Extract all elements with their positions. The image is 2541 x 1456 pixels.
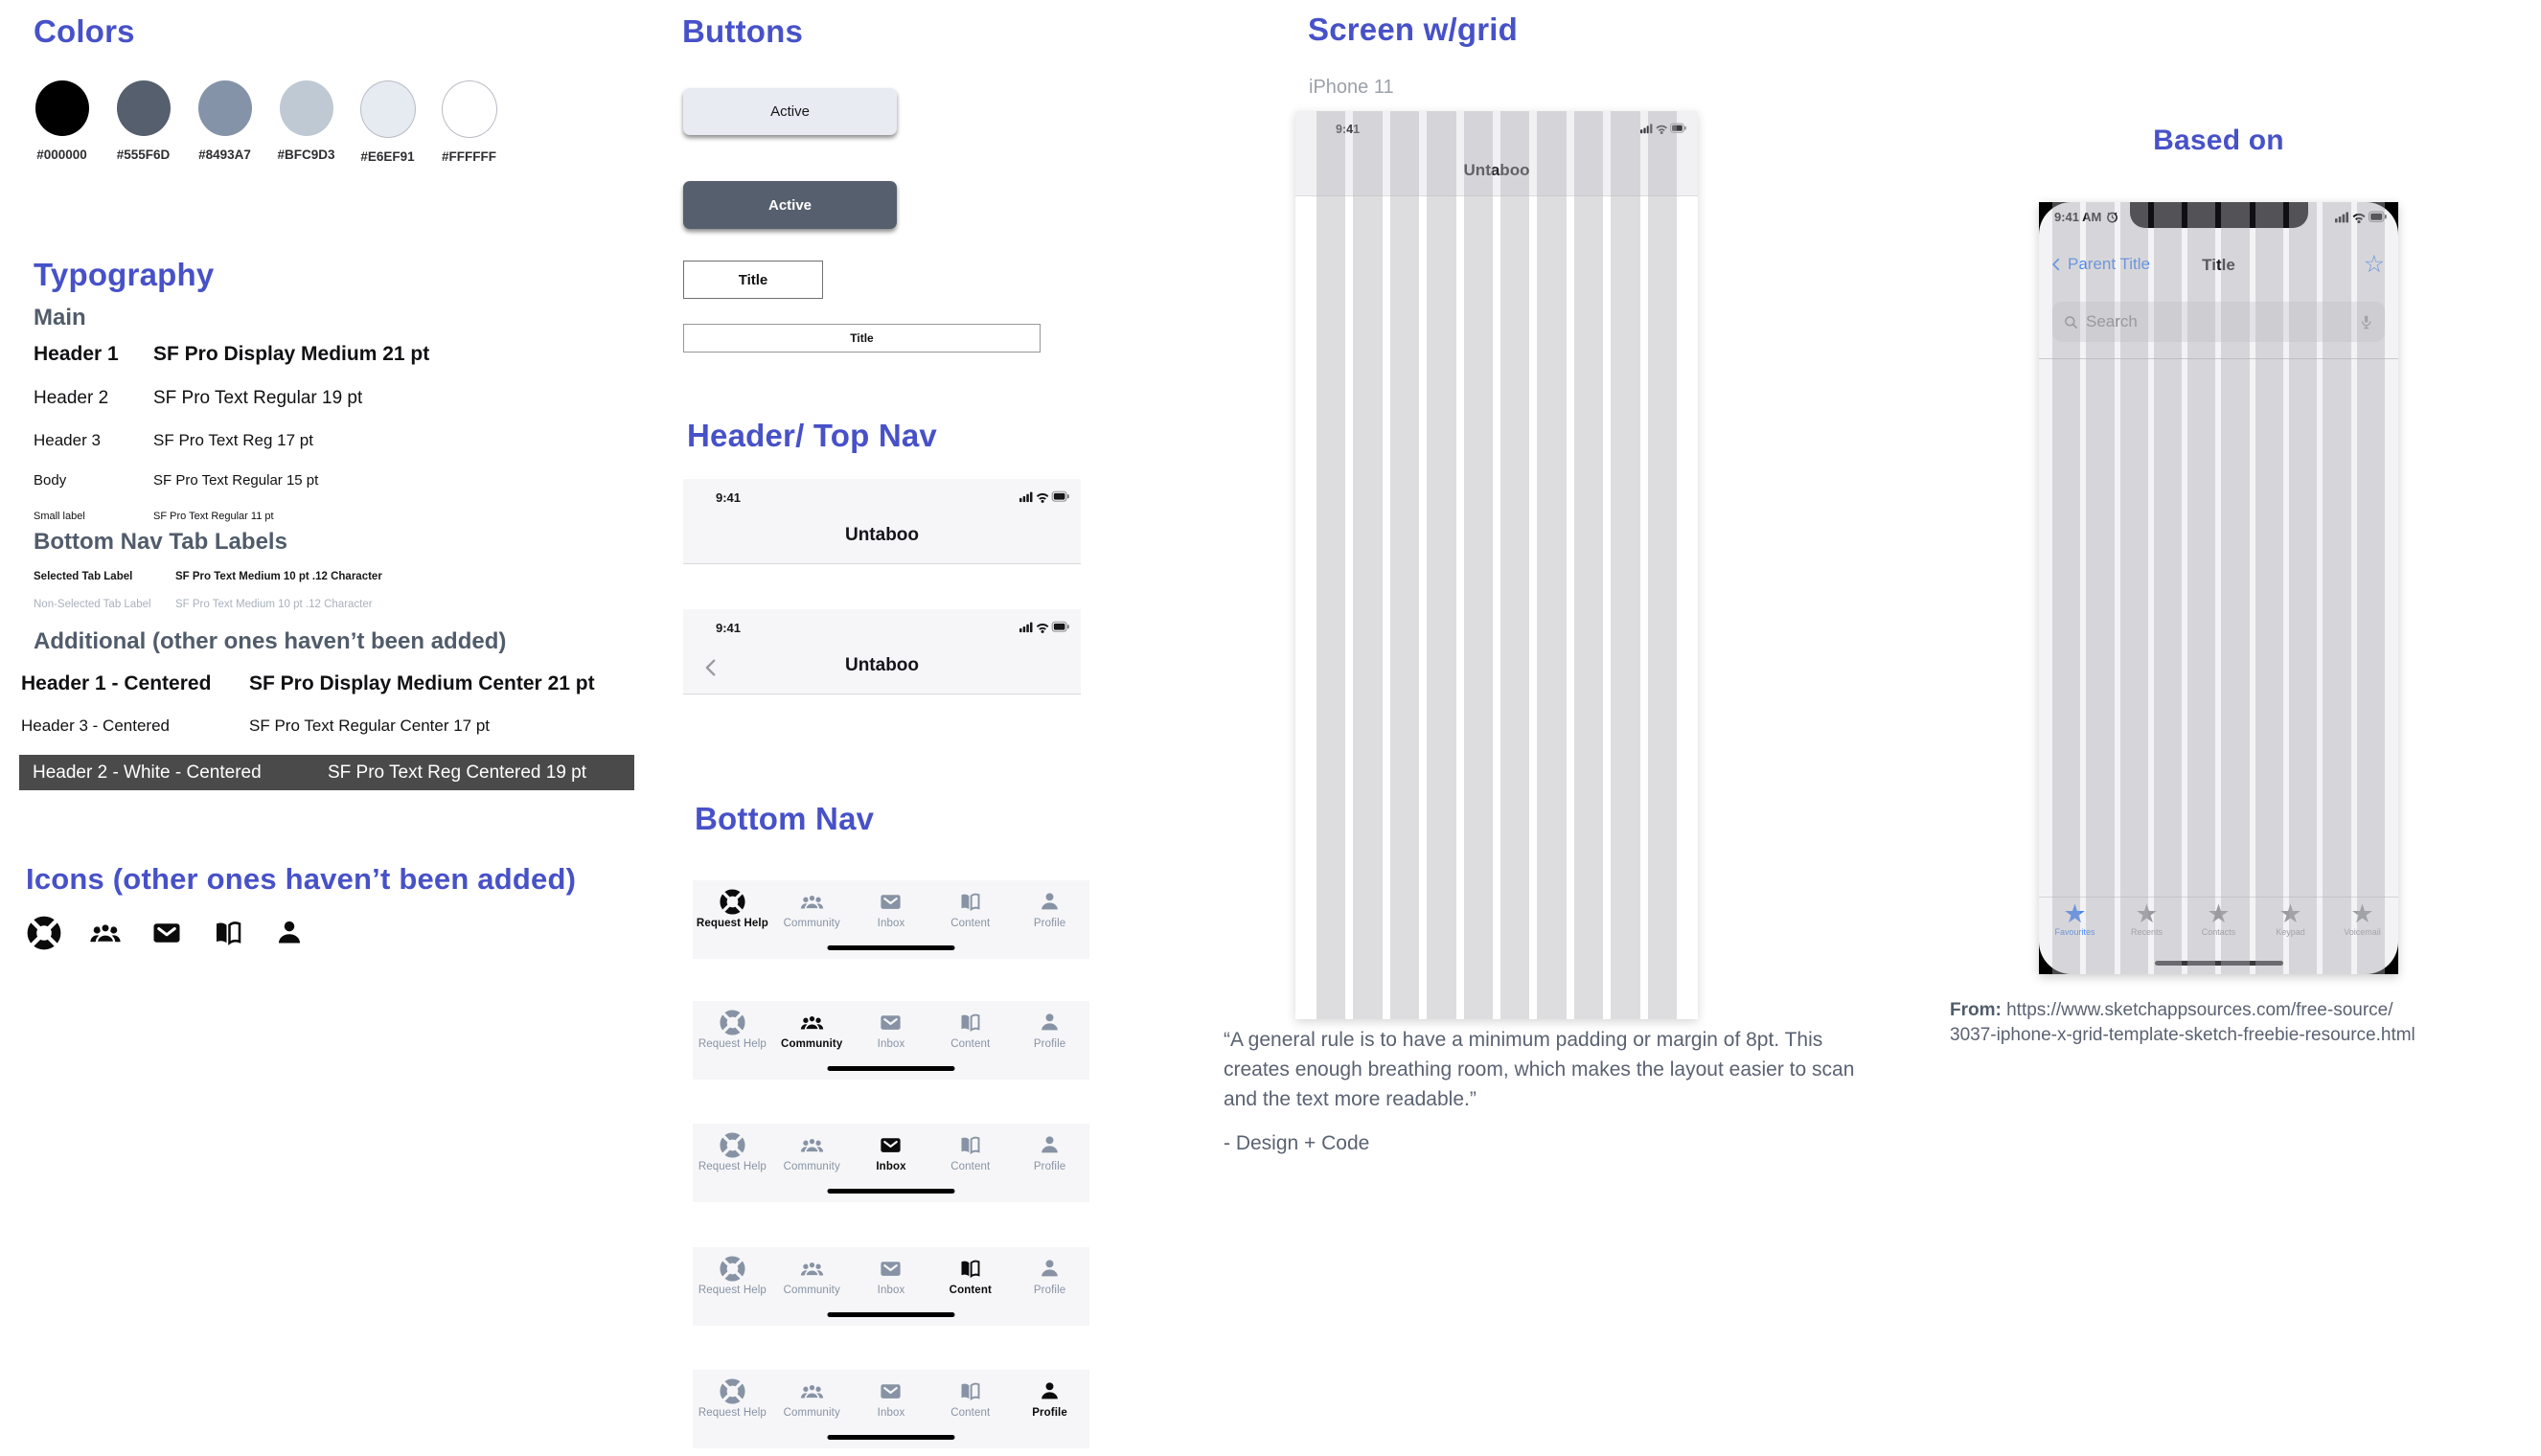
- book-icon: [211, 916, 245, 950]
- typography-row: [34, 472, 429, 489]
- bottom-nav-bar: [693, 1370, 1089, 1448]
- nav-item-profile[interactable]: [1010, 1001, 1089, 1058]
- typography-row-label: Selected Tab Label: [34, 571, 133, 582]
- nav-item-request-help[interactable]: [693, 880, 772, 938]
- nav-item-label: Inbox: [877, 1407, 905, 1419]
- status-icons: [1640, 122, 1686, 134]
- typography-group-heading-additional: Additional (other ones haven’t been added): [34, 628, 507, 654]
- typography-row-label: Non-Selected Tab Label: [34, 599, 151, 610]
- nav-item-label: Request Help: [698, 1407, 767, 1419]
- colors-section-title: Colors: [34, 13, 135, 49]
- lifebuoy-icon: [720, 1256, 745, 1282]
- active-button-dark[interactable]: Active: [683, 181, 897, 229]
- nav-item-request-help[interactable]: [693, 1124, 772, 1181]
- screen-grid-title: Screen w/grid: [1308, 11, 1519, 47]
- person-icon: [1037, 1132, 1063, 1158]
- nav-item-label: Content: [950, 1038, 991, 1050]
- grid-column: [1316, 111, 1345, 1019]
- nav-item-label: Community: [783, 1285, 840, 1296]
- alarm-clock-icon: [2106, 211, 2118, 223]
- star-icon: ★: [2207, 899, 2231, 928]
- top-nav-card-with-back: [683, 609, 1081, 694]
- color-swatch: [347, 80, 428, 164]
- typography-row: [34, 571, 382, 582]
- typography-row-spec: SF Pro Text Regular 19 pt: [153, 388, 363, 408]
- app-title: Untaboo: [844, 525, 920, 545]
- nav-item-label: Content: [950, 1407, 991, 1419]
- favorite-star-button[interactable]: ☆: [2363, 251, 2385, 278]
- book-icon: [957, 1378, 983, 1404]
- home-indicator: [828, 1189, 955, 1194]
- tab-recents[interactable]: [2111, 898, 2183, 953]
- grid-column: [1574, 111, 1603, 1019]
- grid-column: [1537, 111, 1566, 1019]
- book-icon: [957, 1010, 983, 1035]
- typography-main-rows: [34, 343, 429, 544]
- typography-row: [34, 599, 382, 610]
- app-title: Untaboo: [844, 655, 920, 675]
- nav-item-inbox[interactable]: [852, 1370, 931, 1427]
- community-icon: [799, 1378, 825, 1404]
- typography-row: [34, 511, 429, 522]
- nav-item-label: Profile: [1033, 918, 1066, 929]
- nav-item-label: Profile: [1033, 1161, 1066, 1172]
- color-swatch-circle: [35, 80, 89, 136]
- nav-item-label: Inbox: [877, 1038, 905, 1050]
- color-swatch-hex: #000000: [36, 148, 87, 162]
- nav-item-label: Profile: [1033, 1038, 1066, 1050]
- typography-row-spec: SF Pro Text Regular 15 pt: [153, 472, 319, 489]
- nav-item-content[interactable]: [930, 1124, 1010, 1181]
- mail-icon: [878, 1378, 904, 1404]
- header-top-nav-title: Header/ Top Nav: [687, 418, 937, 453]
- status-icons: [1019, 620, 1069, 633]
- color-swatch-circle: [198, 80, 252, 136]
- grid-column: [1648, 111, 1677, 1019]
- tab-bar: [2039, 897, 2398, 974]
- nav-item-inbox[interactable]: [852, 1001, 931, 1058]
- tab-label: Keypad: [2276, 927, 2305, 937]
- nav-item-label: Request Help: [696, 918, 768, 929]
- star-icon: ★: [2350, 899, 2374, 928]
- bottom-nav-bar: [693, 1247, 1089, 1326]
- home-indicator: [828, 1435, 955, 1440]
- person-icon: [1037, 1010, 1063, 1035]
- mail-icon: [149, 916, 184, 950]
- title-button-wide[interactable]: Title: [683, 324, 1041, 353]
- color-swatch: [428, 80, 510, 164]
- typography-row-spec: SF Pro Text Regular 11 pt: [153, 511, 274, 522]
- color-swatch-circle: [117, 80, 171, 136]
- typography-row-spec: SF Pro Text Reg 17 pt: [153, 431, 313, 449]
- active-button-light[interactable]: Active: [683, 88, 897, 135]
- typography-row-spec: SF Pro Text Medium 10 pt .12 Character: [175, 571, 382, 582]
- nav-item-label: Community: [783, 1161, 840, 1172]
- nav-item-label: Inbox: [877, 1285, 905, 1296]
- grid-column: [1353, 111, 1382, 1019]
- device-label: iPhone 11: [1309, 77, 1394, 98]
- community-icon: [799, 1132, 825, 1158]
- star-icon: ★: [2278, 899, 2302, 928]
- nav-item-inbox[interactable]: [852, 880, 931, 938]
- grid-column: [1427, 111, 1455, 1019]
- nav-item-community[interactable]: [772, 1247, 852, 1305]
- buttons-section-title: Buttons: [682, 13, 804, 49]
- status-time: 9:41 AM: [2054, 210, 2102, 224]
- tab-keypad[interactable]: [2255, 898, 2326, 953]
- based-on-title: Based on: [2153, 125, 2284, 156]
- color-swatch-hex: #E6EF91: [360, 149, 415, 164]
- typography-row: [34, 431, 429, 450]
- typography-row: [34, 343, 429, 366]
- nav-item-community[interactable]: [772, 1370, 852, 1427]
- quote-attribution: - Design + Code: [1224, 1132, 1370, 1154]
- bottom-nav-bar: [693, 880, 1089, 959]
- nav-item-community[interactable]: [772, 1001, 852, 1058]
- typography-row: [21, 672, 595, 695]
- iphonex-template-mockup: [2039, 202, 2398, 974]
- color-swatch-circle: [280, 80, 333, 136]
- community-icon: [88, 916, 123, 950]
- lifebuoy-icon: [27, 916, 61, 950]
- nav-item-profile[interactable]: [1010, 880, 1089, 938]
- community-icon: [799, 889, 825, 915]
- search-input[interactable]: [2052, 302, 2385, 342]
- nav-title: Title: [2202, 256, 2235, 274]
- iphone11-grid-mockup: [1295, 111, 1698, 1019]
- typography-group-heading-tab-labels: Bottom Nav Tab Labels: [34, 529, 287, 555]
- nav-item-content[interactable]: [930, 880, 1010, 938]
- tab-items: [2039, 898, 2398, 953]
- home-indicator: [828, 1312, 955, 1317]
- nav-item-label: Request Help: [698, 1161, 767, 1172]
- person-icon: [1037, 1378, 1063, 1404]
- search-placeholder: Search: [2086, 312, 2138, 330]
- lifebuoy-icon: [720, 1010, 745, 1035]
- nav-item-content[interactable]: [930, 1001, 1010, 1058]
- icon-specimen-row: [27, 916, 307, 950]
- status-time: 9:41: [716, 621, 742, 635]
- nav-item-profile[interactable]: [1010, 1247, 1089, 1305]
- lifebuoy-icon: [720, 889, 745, 915]
- nav-item-label: Content: [950, 918, 991, 929]
- color-swatch-hex: #BFC9D3: [277, 148, 335, 162]
- color-swatch-hex: #8493A7: [198, 148, 251, 162]
- typography-section-title: Typography: [34, 257, 215, 292]
- typography-row-label: Header 1: [34, 343, 119, 365]
- status-row: [2054, 210, 2118, 224]
- grid-column: [1500, 111, 1529, 1019]
- color-swatch: [184, 80, 265, 164]
- nav-item-label: Community: [781, 1038, 843, 1050]
- color-swatch: [103, 80, 184, 164]
- color-swatch-circle: [360, 80, 416, 138]
- layout-grid-columns: [1295, 111, 1698, 1019]
- tab-favourites[interactable]: [2039, 898, 2111, 953]
- typography-row-label: Small label: [34, 511, 85, 522]
- tab-label: Voicemail: [2344, 927, 2381, 937]
- divider: [2039, 358, 2398, 359]
- status-icons: [2335, 210, 2387, 223]
- nav-item-profile[interactable]: [1010, 1370, 1089, 1427]
- mockup-header: [1295, 111, 1698, 196]
- typography-row-label: Header 3 - Centered: [21, 717, 170, 735]
- typography-row: [34, 388, 429, 409]
- mail-icon: [878, 889, 904, 915]
- typography-row-spec: SF Pro Text Medium 10 pt .12 Character: [175, 599, 373, 610]
- lifebuoy-icon: [720, 1378, 745, 1404]
- color-swatch-row: [21, 80, 510, 164]
- mail-icon: [878, 1256, 904, 1282]
- nav-item-label: Request Help: [698, 1285, 767, 1296]
- parent-title-label: Parent Title: [2068, 255, 2150, 273]
- tab-label: Recents: [2130, 927, 2163, 937]
- typography-group-heading-main: Main: [34, 305, 86, 330]
- person-icon: [1037, 889, 1063, 915]
- person-icon: [272, 916, 307, 950]
- color-swatch-hex: #FFFFFF: [442, 149, 496, 164]
- search-icon: [2062, 313, 2080, 331]
- header2-white-centered-sample: [19, 755, 634, 790]
- star-icon: ★: [2063, 899, 2087, 928]
- grid-column: [1611, 111, 1639, 1019]
- nav-bar: [2039, 252, 2398, 284]
- source-line1: From: https://www.sketchappsources.com/free-source/: [1950, 1000, 2393, 1020]
- design-quote: “A general rule is to have a minimum padding or margin of 8pt. This creates enough breathing room, which makes the layout easier to scan and the text more readable.”: [1224, 1029, 1855, 1110]
- tab-voicemail[interactable]: [2326, 898, 2398, 953]
- status-time: 9:41: [1336, 123, 1361, 136]
- color-swatch: [265, 80, 347, 164]
- community-icon: [799, 1256, 825, 1282]
- typography-row-label: Body: [34, 472, 67, 489]
- dark-bar-label: Header 2 - White - Centered: [33, 762, 262, 783]
- typography-additional-rows: [21, 672, 595, 757]
- typography-tab-label-rows: [34, 571, 382, 626]
- tab-label: Favourites: [2054, 927, 2095, 937]
- nav-item-inbox[interactable]: [852, 1124, 931, 1181]
- typography-row-spec: SF Pro Display Medium Center 21 pt: [249, 672, 595, 694]
- nav-item-community[interactable]: [772, 880, 852, 938]
- device-notch: [2130, 202, 2308, 228]
- home-indicator: [828, 945, 955, 950]
- app-title: Untaboo: [1463, 161, 1530, 179]
- mail-icon: [878, 1010, 904, 1035]
- nav-item-request-help[interactable]: [693, 1247, 772, 1305]
- nav-item-content[interactable]: [930, 1370, 1010, 1427]
- typography-row: [21, 717, 595, 736]
- person-icon: [1037, 1256, 1063, 1282]
- grid-column: [1390, 111, 1419, 1019]
- nav-item-content[interactable]: [930, 1247, 1010, 1305]
- grid-column: [1464, 111, 1493, 1019]
- nav-item-label: Community: [783, 918, 840, 929]
- color-swatch: [21, 80, 103, 164]
- source-line2: 3037-iphone-x-grid-template-sketch-freebie-resource.html: [1950, 1025, 2415, 1045]
- nav-item-label: Profile: [1032, 1407, 1067, 1419]
- microphone-icon[interactable]: [2357, 312, 2375, 332]
- typography-row-spec: SF Pro Text Regular Center 17 pt: [249, 717, 491, 735]
- color-swatch-circle: [442, 80, 497, 138]
- typography-row-label: Header 3: [34, 431, 101, 449]
- nav-item-label: Community: [783, 1407, 840, 1419]
- nav-item-inbox[interactable]: [852, 1247, 931, 1305]
- source-attribution: [1950, 998, 2540, 1048]
- mail-icon: [878, 1132, 904, 1158]
- typography-row-spec: SF Pro Display Medium 21 pt: [153, 343, 430, 365]
- book-icon: [957, 1132, 983, 1158]
- lifebuoy-icon: [720, 1132, 745, 1158]
- home-indicator: [2155, 961, 2283, 966]
- status-icons: [1019, 489, 1069, 503]
- bottom-nav-bar: [693, 1124, 1089, 1202]
- nav-item-request-help[interactable]: [693, 1001, 772, 1058]
- tab-contacts[interactable]: [2183, 898, 2255, 953]
- dark-bar-spec: SF Pro Text Reg Centered 19 pt: [328, 762, 587, 783]
- top-nav-card-plain: [683, 479, 1081, 564]
- nav-item-label: Inbox: [877, 918, 905, 929]
- star-icon: ★: [2135, 899, 2159, 928]
- nav-item-label: Profile: [1033, 1285, 1066, 1296]
- nav-item-request-help[interactable]: [693, 1370, 772, 1427]
- book-icon: [957, 889, 983, 915]
- title-button-small[interactable]: Title: [683, 261, 823, 299]
- typography-row-label: Header 1 - Centered: [21, 672, 212, 694]
- nav-item-label: Request Help: [698, 1038, 767, 1050]
- icons-section-title: Icons (other ones haven’t been added): [26, 862, 577, 896]
- bottom-nav-title: Bottom Nav: [695, 801, 875, 836]
- home-indicator: [828, 1066, 955, 1071]
- mockup-screen: [2039, 202, 2398, 974]
- status-time: 9:41: [716, 490, 742, 505]
- bottom-nav-bar: [693, 1001, 1089, 1080]
- typography-row-label: Header 2: [34, 388, 109, 408]
- community-icon: [799, 1010, 825, 1035]
- nav-item-community[interactable]: [772, 1124, 852, 1181]
- nav-item-profile[interactable]: [1010, 1124, 1089, 1181]
- nav-item-label: Inbox: [876, 1161, 906, 1172]
- source-prefix: From:: [1950, 1000, 2002, 1020]
- color-swatch-hex: #555F6D: [116, 148, 171, 162]
- tab-label: Contacts: [2201, 927, 2236, 937]
- nav-item-label: Content: [949, 1285, 992, 1296]
- nav-item-label: Content: [950, 1161, 991, 1172]
- book-icon: [957, 1256, 983, 1282]
